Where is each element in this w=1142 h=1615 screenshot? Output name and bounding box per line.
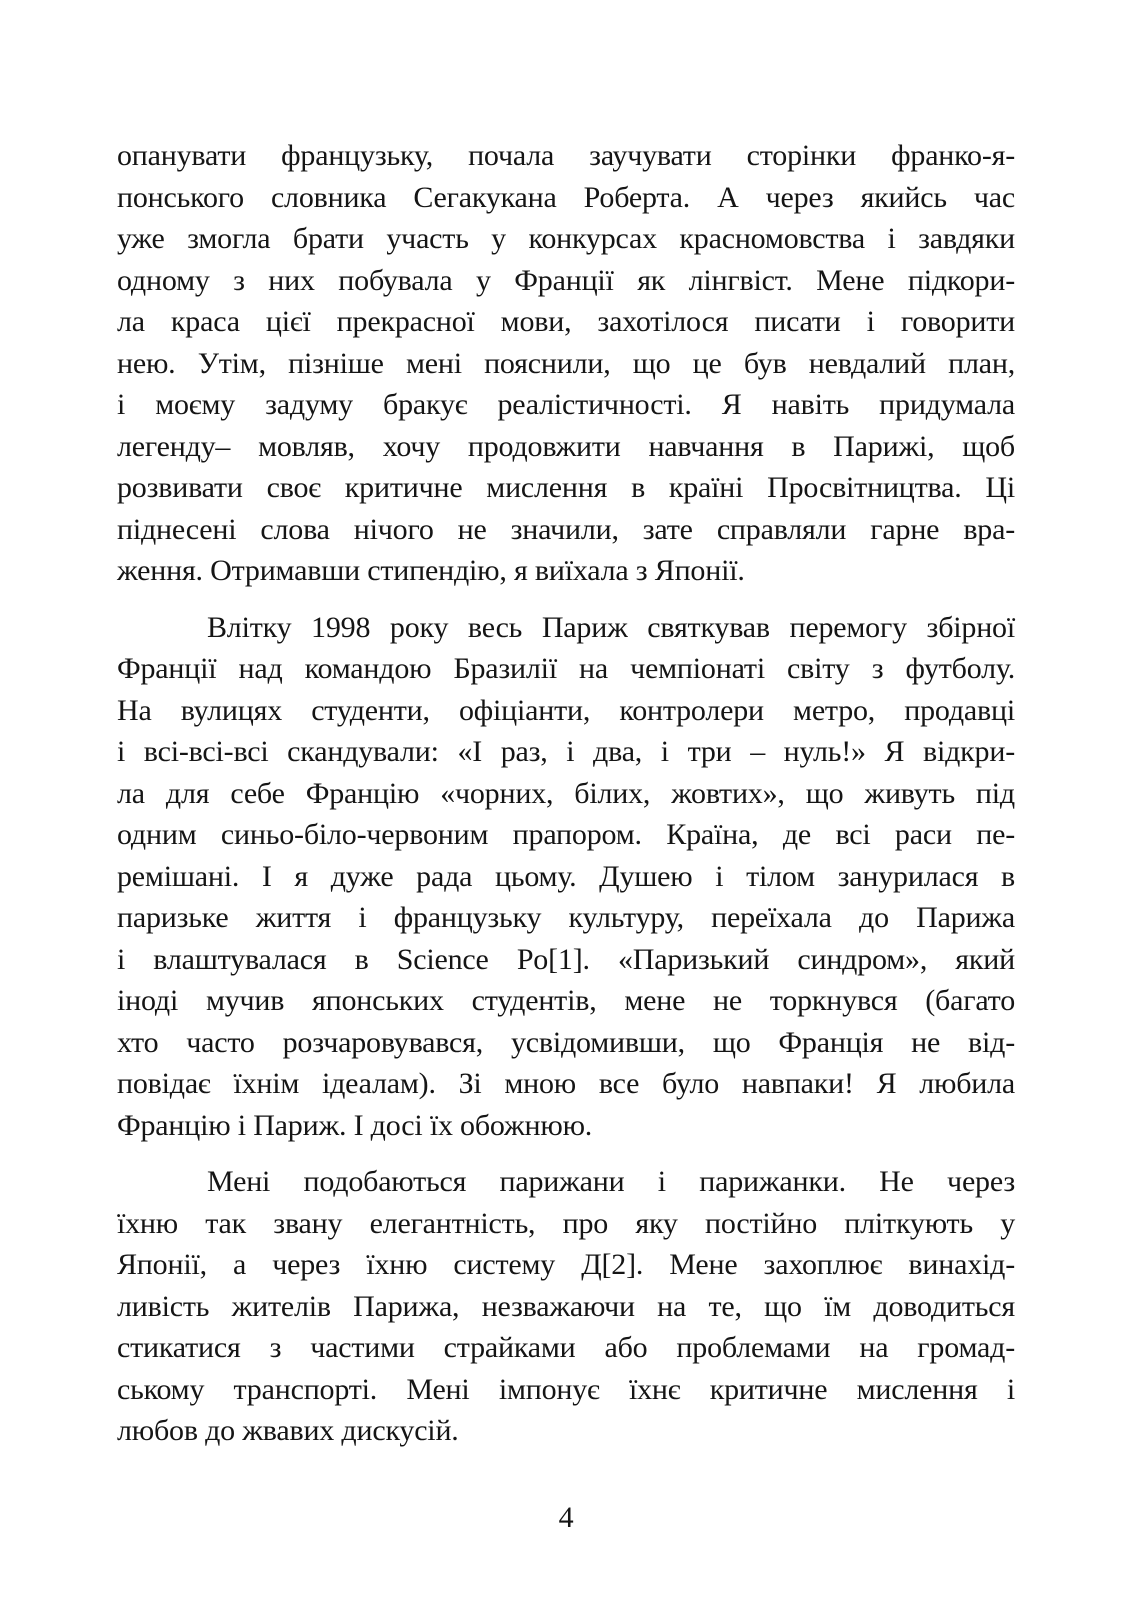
text-line: Мені подобаються парижани і парижанки. Не через — [207, 1165, 1015, 1198]
text-line: ла для себе Францію «чорних, білих, жовтих», що живуть під — [117, 776, 1015, 810]
page-number: 4 — [558, 1500, 574, 1534]
text-line: повідає їхнім ідеалам). Зі мною все було навпаки! Я любила — [117, 1067, 1015, 1100]
text-line: ла краса цієї прекрасної мови, захотілося писати і говорити — [117, 305, 1015, 338]
text-line: опанувати французьку, почала заучувати сторінки франко-я- — [117, 139, 1015, 172]
text-line: і всі-всі-всі скандували: «І раз, і два, і три – нуль!» Я відкри- — [117, 735, 1015, 768]
text-line: стикатися з частими страйками або проблемами на громад- — [117, 1331, 1015, 1364]
text-block — [117, 135, 1015, 1452]
text-line: одному з них побувала у Франції як лінгвіст. Мене підкори- — [117, 263, 1015, 297]
text-line: ському транспорті. Мені імпонує їхнє критичне мислення і — [117, 1372, 1015, 1406]
text-line: нею. Утім, пізніше мені пояснили, що це був невдалий план, — [117, 346, 1015, 380]
text-line: легенду– мовляв, хочу продовжити навчання в Парижі, щоб — [117, 429, 1015, 463]
text-line: Влітку 1998 року весь Париж святкував перемогу збірної — [207, 610, 1015, 644]
text-line: одним синьо-біло-червоним прапором. Країна, де всі раси пе- — [117, 818, 1015, 851]
paragraph — [117, 607, 1015, 1147]
text-line: паризьке життя і французьку культуру, переїхала до Парижа — [117, 901, 1015, 934]
text-line: іноді мучив японських студентів, мене не торкнувся (багато — [117, 984, 1015, 1017]
paragraph — [117, 1161, 1015, 1452]
text-line: Францію і Париж. І досі їх обожнюю. — [117, 1108, 593, 1142]
text-line: їхню так звану елегантність, про яку постійно пліткують у — [117, 1206, 1015, 1240]
text-line: і моєму задуму бракує реалістичності. Я навіть придумала — [117, 388, 1015, 421]
text-line: піднесені слова нічого не значили, зате справляли гарне вра- — [117, 512, 1015, 546]
text-line: хто часто розчаровувався, усвідомивши, що Франція не від- — [117, 1025, 1015, 1059]
text-line: розвивати своє критичне мислення в країні Просвітництва. Ці — [117, 471, 1015, 504]
text-line: ливість жителів Парижа, незважаючи на те, що їм доводиться — [117, 1289, 1015, 1323]
text-line: уже змогла брати участь у конкурсах красномовства і завдяки — [117, 222, 1015, 255]
text-line: понського словника Сегакукана Роберта. А через якийсь час — [117, 180, 1015, 214]
text-line: Японії, а через їхню систему Д[2]. Мене захоплює винахід- — [117, 1248, 1015, 1281]
text-line: На вулицях студенти, офіціанти, контролери метро, продавці — [117, 693, 1015, 727]
text-line: ремішані. І я дуже рада цьому. Душею і тілом занурилася в — [117, 859, 1015, 893]
text-line: ження. Отримавши стипендію, я виїхала з Японії. — [117, 554, 745, 587]
text-line: і влаштувалася в Science Po[1]. «Паризький синдром», який — [117, 942, 1015, 976]
text-line: любов до жвавих дискусій. — [117, 1414, 459, 1447]
text-line: Франції над командою Бразилії на чемпіонаті світу з футболу. — [117, 652, 1015, 685]
paragraph — [117, 135, 1015, 592]
